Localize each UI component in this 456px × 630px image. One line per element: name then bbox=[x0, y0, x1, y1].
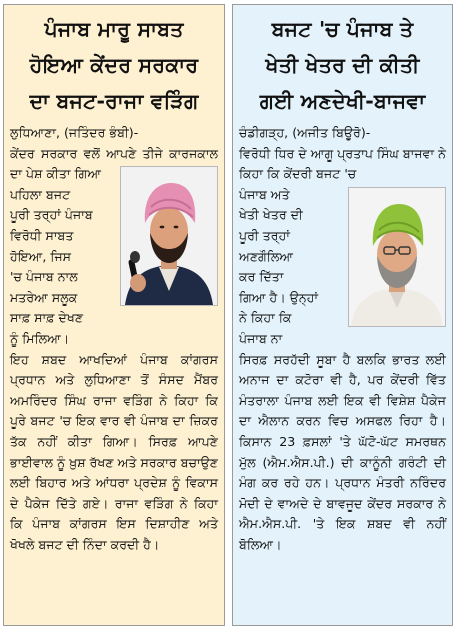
text-line: ਪੰਜਾਬ ਅਤੇ bbox=[239, 186, 290, 202]
headline-line: ਬਜਟ 'ਚ ਪੰਜਾਬ ਤੇ bbox=[271, 17, 414, 41]
text-line: 'ਚ ਪੰਜਾਬ ਨਾਲ bbox=[10, 269, 78, 285]
article-body bbox=[233, 123, 452, 555]
portrait-warring-illustration bbox=[121, 167, 217, 305]
text-line: ਵਿਰੋਧੀ ਸਾਬਤ bbox=[10, 227, 74, 243]
text-line: ਪੂਰੀ ਤਰ੍ਹਾਂ ਪੰਜਾਬ bbox=[10, 207, 93, 223]
text-line: ਪਹਿਲਾ ਬਜਟ bbox=[10, 186, 71, 202]
headline-line: ਗਈ ਅਣਦੇਖੀ-ਬਾਜਵਾ bbox=[259, 89, 426, 113]
headline-line: ਹੋਇਆ ਕੇਂਦਰ ਸਰਕਾਰ bbox=[29, 53, 199, 77]
text-line: ਕਰ ਦਿੱਤਾ bbox=[239, 269, 284, 285]
text-line: ਸਾਫ਼ ਸਾਫ਼ ਦੇਖਣ bbox=[10, 310, 84, 326]
headline-line: ਦਾ ਬਜਟ-ਰਾਜਾ ਵੜਿੰਗ bbox=[29, 89, 199, 113]
body-paragraph: ਇਹ ਸ਼ਬਦ ਆਖਦਿਆਂ ਪੰਜਾਬ ਕਾਂਗਰਸ ਪ੍ਰਧਾਨ ਅਤੇ ਲੁਧਿਆਣਾ ਤੋਂ ਸੰਸਦ ਮੈਂਬਰ ਅਮਰਿੰਦਰ ਸਿੰਘ ਰਾਜਾ ਵੜਿੰਗ ਨੇ ਕਿਹਾ ਕਿ ਪੂਰੇ ਬਜਟ 'ਚ ਇਕ ਵਾਰ ਵੀ ਪੰਜਾਬ ਦਾ ਜ਼ਿਕਰ ਤੱਕ ਨਹੀਂ ਕੀਤਾ ਗਿਆ। ਸਿਰਫ਼ ਆਪਣੇ ਭਾਈਵਾਲ ਨੂੰ ਖ਼ੁਸ਼ ਰੱਖਣ ਅਤੇ ਸਰਕਾਰ ਬਚਾਉਣ ਲਈ ਬਿਹਾਰ ਅਤੇ ਆਂਧਰਾ ਪ੍ਰਦੇਸ਼ ਨੂੰ ਵਿਕਾਸ ਦੇ ਪੈਕੇਜ ਦਿੱਤੇ ਗਏ। ਰਾਜਾ ਵੜਿੰਗ ਨੇ ਕਿਹਾ ਕਿ ਪੰਜਾਬ ਕਾਂਗਰਸ ਇਸ ਦਿਸ਼ਾਹੀਣ ਅਤੇ ਖੋਖਲੇ ਬਜਟ ਦੀ ਨਿੰਦਾ ਕਰਦੀ ਹੈ। bbox=[10, 351, 218, 552]
portrait-photo-bajwa bbox=[348, 187, 446, 327]
portrait-photo-warring bbox=[120, 166, 218, 306]
headline-line: ਖੇਤੀ ਖੇਤਰ ਦੀ ਕੀਤੀ bbox=[265, 53, 420, 77]
text-line: ਅਣਗੌਲਿਆ bbox=[239, 248, 294, 264]
article-body bbox=[4, 123, 224, 555]
text-line: ਹੋਇਆ, ਜਿਸ bbox=[10, 248, 72, 264]
headline-line: ਪੰਜਾਬ ਮਾਰੂ ਸਾਬਤ bbox=[44, 17, 184, 41]
text-line: ਨੇ ਕਿਹਾ ਕਿ bbox=[239, 310, 292, 326]
article-bajwa bbox=[232, 4, 453, 626]
intro-text: ਵਿਰੋਧੀ ਧਿਰ ਦੇ ਆਗੂ ਪ੍ਰਤਾਪ ਸਿੰਘ ਬਾਜਵਾ ਨੇ ਕਿਹਾ ਕਿ ਕੇਂਦਰੀ ਬਜਟ 'ਚ bbox=[239, 145, 446, 182]
text-line: ਪੰਜਾਬ ਨਾ bbox=[239, 330, 283, 346]
portrait-bajwa-illustration bbox=[349, 188, 445, 326]
text-line: ਖੇਤੀ ਖੇਤਰ ਦੀ bbox=[239, 207, 303, 223]
byline: ਲੁਧਿਆਣਾ, (ਜਤਿੰਦਰ ਭੰਬੀ)- bbox=[10, 125, 139, 140]
text-line: ਨੂੰ ਮਿਲਿਆ। bbox=[10, 330, 70, 346]
text-line: ਪੂਰੀ ਤਰ੍ਹਾਂ bbox=[239, 227, 290, 243]
article-warring bbox=[3, 4, 225, 626]
headline-warring bbox=[4, 5, 224, 123]
body-paragraph: ਸਿਰਫ਼ ਸਰਹੱਦੀ ਸੂਬਾ ਹੈ ਬਲਕਿ ਭਾਰਤ ਲਈ ਅਨਾਜ ਦਾ ਕਟੋਰਾ ਵੀ ਹੈ, ਪਰ ਕੇਂਦਰੀ ਵਿੱਤ ਮੰਤਰਾਲਾ ਪੰਜਾਬ ਲਈ ਇਕ ਵੀ ਵਿਸ਼ੇਸ਼ ਪੈਕੇਜ ਦਾ ਐਲਾਨ ਕਰਨ ਵਿਚ ਅਸਫਲ ਰਿਹਾ ਹੈ। ਕਿਸਾਨ 23 ਫ਼ਸਲਾਂ 'ਤੇ ਘੱਟੋ-ਘੱਟ ਸਮਰਥਨ ਮੁੱਲ (ਐਮ.ਐਸ.ਪੀ.) ਦੀ ਕਾਨੂੰਨੀ ਗਰੰਟੀ ਦੀ ਮੰਗ ਕਰ ਰਹੇ ਹਨ। ਪ੍ਰਧਾਨ ਮੰਤਰੀ ਨਰਿੰਦਰ ਮੋਦੀ ਦੇ ਵਾਅਦੇ ਦੇ ਬਾਵਜੂਦ ਕੇਂਦਰ ਸਰਕਾਰ ਨੇ ਐਮ.ਐਸ.ਪੀ. 'ਤੇ ਇਕ ਸ਼ਬਦ ਵੀ ਨਹੀਂ ਬੋਲਿਆ। bbox=[239, 351, 446, 552]
text-line: ਗਿਆ ਹੈ। ਉਨ੍ਹਾਂ bbox=[239, 289, 319, 305]
headline-bajwa bbox=[233, 5, 452, 123]
intro-text: ਕੇਂਦਰ ਸਰਕਾਰ ਵਲੋਂ ਆਪਣੇ ਤੀਜੇ ਕਾਰਜਕਾਲ ਦਾ ਪੇਸ਼ ਕੀਤਾ ਗਿਆ bbox=[10, 145, 218, 182]
byline: ਚੰਡੀਗੜ੍ਹ, (ਅਜੀਤ ਬਿਊਰੋ)- bbox=[239, 125, 371, 140]
text-line: ਮਤਰੇਆ ਸਲੂਕ bbox=[10, 289, 78, 305]
